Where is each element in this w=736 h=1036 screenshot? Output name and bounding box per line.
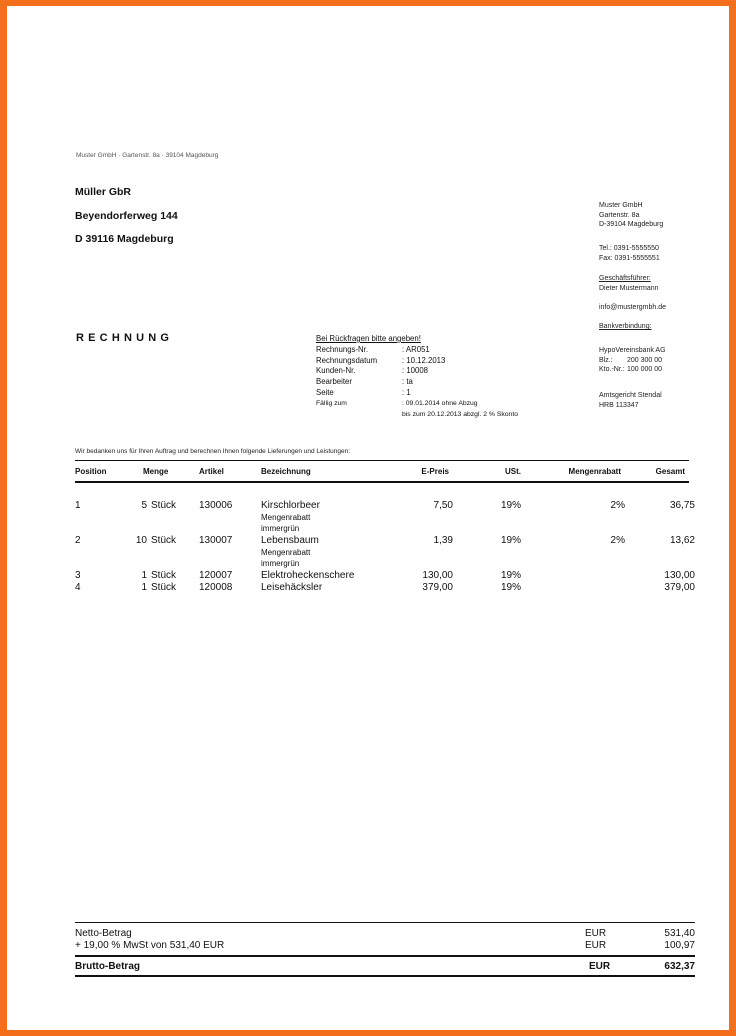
net-currency: EUR xyxy=(585,928,607,939)
row1-article: 130006 xyxy=(199,500,233,511)
customer-no: : 10008 xyxy=(402,366,429,376)
col-article: Artikel xyxy=(199,467,224,476)
invoice-date: : 10.12.2013 xyxy=(402,355,446,365)
row2-price: 1,39 xyxy=(433,535,453,546)
recipient-name: Müller GbR xyxy=(75,186,132,198)
row4-desc: Leisehäcksler xyxy=(261,582,323,593)
kto-row xyxy=(599,365,666,375)
row1-sub1: Mengenrabatt xyxy=(261,513,311,522)
info-heading: Bei Rückfragen bitte angeben! xyxy=(316,334,421,343)
col-vat: USt. xyxy=(505,467,521,476)
vat-currency: EUR xyxy=(585,940,607,951)
col-price: E-Preis xyxy=(421,467,449,476)
company-street: Gartenstr. 8a xyxy=(599,211,640,219)
due-date: : 09.01.2014 ohne Abzug xyxy=(402,399,478,407)
col-qty: Menge xyxy=(143,467,169,476)
totals-top-rule xyxy=(75,922,695,923)
row1-total: 36,75 xyxy=(669,500,695,511)
row2-desc: Lebensbaum xyxy=(261,535,319,546)
date-label: Rechnungsdatum xyxy=(316,355,378,365)
col-total: Gesamt xyxy=(655,467,685,476)
page-no: : 1 xyxy=(402,387,411,397)
row2-unit: Stück xyxy=(151,535,177,546)
row2-article: 130007 xyxy=(199,535,233,546)
ceo-label: Geschäftsführer: xyxy=(599,275,651,282)
row2-pos: 2 xyxy=(75,535,81,546)
due-label: Fällig zum xyxy=(316,399,347,407)
ceo-name: Dieter Mustermann xyxy=(599,284,659,292)
col-desc: Bezeichnung xyxy=(261,467,311,476)
clerk: : ta xyxy=(402,377,413,387)
recipient-street: Beyendorferweg 144 xyxy=(75,210,178,222)
company-address xyxy=(599,201,663,230)
table-top-rule xyxy=(75,460,689,461)
company-fax: Fax: 0391-5555551 xyxy=(599,254,660,262)
invoice-no: : AR051 xyxy=(402,344,430,354)
kto-value: 100 000 00 xyxy=(627,366,663,374)
row4-total: 379,00 xyxy=(664,582,695,593)
invoice-no-label: Rechnungs-Nr. xyxy=(316,344,369,354)
clerk-label: Bearbeiter xyxy=(316,377,352,387)
invoice-info xyxy=(316,334,518,420)
company-registry xyxy=(599,391,662,410)
row1-sub2: immergrün xyxy=(261,524,300,533)
totals-mid-rule xyxy=(75,955,695,957)
hrb: HRB 113347 xyxy=(599,401,639,409)
blz-label: Blz.: xyxy=(599,356,613,364)
table-header-rule xyxy=(75,481,689,483)
row4-unit: Stück xyxy=(151,582,177,593)
row2-discount: 2% xyxy=(610,535,625,546)
invoice-page xyxy=(7,6,729,1030)
col-position: Position xyxy=(75,467,107,476)
row4-pos: 4 xyxy=(75,582,81,593)
blz-value: 200 300 00 xyxy=(627,356,663,364)
row1-vat: 19% xyxy=(500,500,521,511)
company-tel: Tel.: 0391-5555550 xyxy=(599,245,659,252)
company-email: info@mustergmbh.de xyxy=(599,304,667,311)
totals-bottom-rule xyxy=(75,975,695,977)
row1-unit: Stück xyxy=(151,500,177,511)
net-amount: 531,40 xyxy=(664,928,695,939)
blz-row xyxy=(599,356,666,366)
company-phone xyxy=(599,244,660,263)
row2-sub2: immergrün xyxy=(261,559,300,568)
company-city: D-39104 Magdeburg xyxy=(599,221,664,229)
row2-sub1: Mengenrabatt xyxy=(261,548,311,557)
recipient-city: D 39116 Magdeburg xyxy=(75,233,174,245)
company-ceo xyxy=(599,274,659,293)
row3-price: 130,00 xyxy=(422,570,453,581)
gross-currency: EUR xyxy=(589,961,611,972)
col-discount: Mengenrabatt xyxy=(568,467,621,476)
customer-label: Kunden-Nr. xyxy=(316,366,356,376)
row3-desc: Elektroheckenschere xyxy=(261,570,355,581)
row1-price: 7,50 xyxy=(433,500,453,511)
row3-qty: 1 xyxy=(141,570,147,581)
gross-label: Brutto-Betrag xyxy=(75,961,140,972)
row1-discount: 2% xyxy=(610,500,625,511)
row3-pos: 3 xyxy=(75,570,81,581)
bank-label: Bankverbindung: xyxy=(599,323,652,330)
row3-article: 120007 xyxy=(199,570,233,581)
row2-total: 13,62 xyxy=(669,535,695,546)
row2-vat: 19% xyxy=(500,535,521,546)
court: Amtsgericht Stendal xyxy=(599,392,662,399)
bank-name: HypoVereinsbank AG xyxy=(599,347,666,354)
kto-label: Kto.-Nr.: xyxy=(599,366,625,374)
page-label: Seite xyxy=(316,387,334,397)
sender-line: Muster GmbH · Gartenstr. 8a · 39104 Magdeburg xyxy=(76,152,219,159)
discount-terms: bis zum 20.12.2013 abzgl. 2 % Skonto xyxy=(402,410,518,418)
row2-qty: 10 xyxy=(135,535,147,546)
row3-unit: Stück xyxy=(151,570,177,581)
gross-amount: 632,37 xyxy=(664,961,695,972)
bank-details xyxy=(599,346,666,375)
document-title: RECHNUNG xyxy=(76,332,174,344)
row3-vat: 19% xyxy=(500,570,521,581)
net-label: Netto-Betrag xyxy=(75,928,132,939)
vat-label: + 19,00 % MwSt von 531,40 EUR xyxy=(75,940,225,951)
vat-amount: 100,97 xyxy=(664,940,695,951)
thanks-text: Wir bedanken uns für Ihren Auftrag und berechnen Ihnen folgende Lieferungen und Leistungen: xyxy=(75,448,351,455)
row4-article: 120008 xyxy=(199,582,233,593)
row4-qty: 1 xyxy=(141,582,147,593)
row1-pos: 1 xyxy=(75,500,81,511)
row4-vat: 19% xyxy=(500,582,521,593)
row3-total: 130,00 xyxy=(664,570,695,581)
row1-qty: 5 xyxy=(141,500,147,511)
row4-price: 379,00 xyxy=(422,582,453,593)
company-name: Muster GmbH xyxy=(599,202,643,209)
row1-desc: Kirschlorbeer xyxy=(261,500,320,511)
